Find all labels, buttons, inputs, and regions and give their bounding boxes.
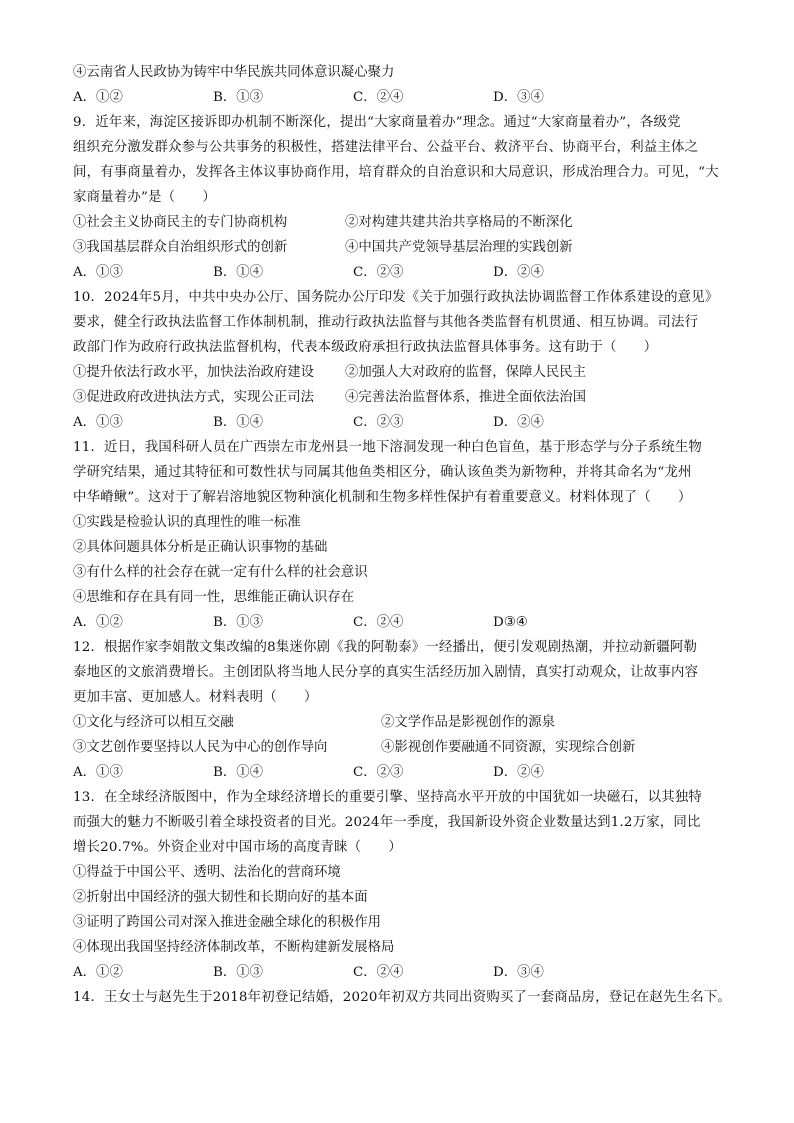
statement: ①社会主义协商民主的专门协商机构 bbox=[73, 215, 288, 230]
q13-statement-1: ①得益于中国公平、透明、法治化的营商环境 bbox=[73, 865, 341, 880]
q12-stem-line: 12．根据作家李娟散文集改编的8集迷你剧《我的阿勒泰》一经播出，便引发观剧热潮，并拉动新疆阿勒 bbox=[73, 640, 698, 655]
choice-d[interactable]: D．②④ bbox=[493, 415, 544, 430]
q11-stem-line: 学研究结果，通过其特征和可数性状与同属其他鱼类相区分，确认该鱼类为新物种，并将其命名为“龙州 bbox=[73, 465, 692, 480]
statement: ③文艺创作要坚持以人民为中心的创作导向 bbox=[73, 740, 328, 755]
q12-statements-row bbox=[73, 735, 733, 760]
choice-b[interactable]: B．①④ bbox=[213, 415, 264, 430]
exam-page bbox=[73, 60, 733, 1010]
q11-stem-line: 11．近日，我国科研人员在广西崇左市龙州县一地下溶洞发现一种白色盲鱼，基于形态学与分子系统生物 bbox=[73, 440, 703, 455]
q9-statements-row bbox=[73, 235, 733, 260]
q13-statement-2: ②折射出中国经济的强大韧性和长期向好的基本面 bbox=[73, 890, 368, 905]
statement: ①文化与经济可以相互交融 bbox=[73, 715, 234, 730]
q12-stem-line: 更加丰富、更加感人。材料表明（ ） bbox=[73, 690, 318, 705]
choice-b[interactable]: B．①③ bbox=[213, 615, 264, 630]
q10-stem-line: 10．2024年5月，中共中央办公厅、国务院办公厅印发《关于加强行政执法协调监督工作体系建设的意见》 bbox=[73, 290, 719, 305]
choice-a[interactable]: A．①③ bbox=[73, 415, 123, 430]
q11-choices bbox=[73, 610, 733, 635]
choice-a[interactable]: A．①③ bbox=[73, 765, 123, 780]
statement: ④影视创作要融通不同资源，实现综合创新 bbox=[381, 740, 636, 755]
choice-d[interactable]: D．②④ bbox=[493, 765, 544, 780]
statement: ①提升依法行政水平，加快法治政府建设 bbox=[73, 365, 315, 380]
q13-stem-line: 增长20.7%。外资企业对中国市场的高度青睐（ ） bbox=[73, 840, 402, 855]
q11-statement-4: ④思维和存在具有同一性，思维能正确认识存在 bbox=[73, 590, 355, 605]
q13-choices bbox=[73, 960, 733, 985]
q10-stem-line: 要求，健全行政执法监督工作体制机制，推动行政执法监督与其他各类监督有机贯通、相互协调。司法行 bbox=[73, 315, 699, 330]
choice-b[interactable]: B．①④ bbox=[213, 265, 264, 280]
q9-stem-line: 间，有事商量着办，发挥各主体议事协商作用，培育群众的自治意识和大局意识，形成治理合力。可见，“大 bbox=[73, 165, 719, 180]
statement: ③我国基层群众自治组织形式的创新 bbox=[73, 240, 288, 255]
q10-statements-row bbox=[73, 385, 733, 410]
q8-choices bbox=[73, 85, 733, 110]
q10-choices bbox=[73, 410, 733, 435]
choice-b[interactable]: B．①③ bbox=[213, 965, 264, 980]
choice-a[interactable]: A．①② bbox=[73, 615, 123, 630]
q13-stem-line: 而强大的魅力不断吸引着全球投资者的目光。2024年一季度，我国新设外资企业数量达到1.2万家，同比 bbox=[73, 815, 701, 830]
q8-statement-4: ④云南省人民政协为铸牢中华民族共同体意识凝心聚力 bbox=[73, 65, 395, 80]
choice-c[interactable]: C．②④ bbox=[353, 965, 404, 980]
q9-stem-line: 家商量着办”是（ ） bbox=[73, 190, 216, 205]
q11-stem-line: 中华嵴鳅”。这对于了解岩溶地貌区物种演化机制和生物多样性保护有着重要意义。材料体现了（ ） bbox=[73, 490, 692, 505]
choice-d[interactable]: D．②④ bbox=[493, 265, 544, 280]
q13-statement-3: ③证明了跨国公司对深入推进金融全球化的积极作用 bbox=[73, 915, 381, 930]
choice-d[interactable]: D③④ bbox=[493, 615, 528, 630]
choice-a[interactable]: A．①③ bbox=[73, 265, 123, 280]
choice-c[interactable]: C．②③ bbox=[353, 765, 404, 780]
choice-c[interactable]: C．②④ bbox=[353, 615, 404, 630]
choice-d[interactable]: D．③④ bbox=[493, 965, 544, 980]
choice-a[interactable]: A．①② bbox=[73, 965, 123, 980]
q11-statement-2: ②具体问题具体分析是正确认识事物的基础 bbox=[73, 540, 328, 555]
q14-stem-line: 14．王女士与赵先生于2018年初登记结婚，2020年初双方共同出资购买了一套商品房，登记在赵先生名下。 bbox=[73, 990, 731, 1005]
statement: ②文学作品是影视创作的源泉 bbox=[381, 715, 556, 730]
statement: ④中国共产党领导基层治理的实践创新 bbox=[345, 240, 573, 255]
choice-c[interactable]: C．②④ bbox=[353, 90, 404, 105]
statement: ④完善法治监督体系，推进全面依法治国 bbox=[345, 390, 587, 405]
q11-statement-1: ①实践是检验认识的真理性的唯一标准 bbox=[73, 515, 301, 530]
statement: ②对构建共建共治共享格局的不断深化 bbox=[345, 215, 573, 230]
q11-statement-3: ③有什么样的社会存在就一定有什么样的社会意识 bbox=[73, 565, 368, 580]
q12-choices bbox=[73, 760, 733, 785]
q13-statement-4: ④体现出我国坚持经济体制改革，不断构建新发展格局 bbox=[73, 940, 395, 955]
q12-statements-row bbox=[73, 710, 733, 735]
statement: ③促进政府改进执法方式，实现公正司法 bbox=[73, 390, 315, 405]
q12-stem-line: 泰地区的文旅消费增长。主创团队将当地人民分享的真实生活经历加入剧情，真实打动观众，让故事内容 bbox=[73, 665, 699, 680]
q13-stem-line: 13．在全球经济版图中，作为全球经济增长的重要引擎、坚持高水平开放的中国犹如一块磁石，以其独特 bbox=[73, 790, 703, 805]
choice-b[interactable]: B．①③ bbox=[213, 90, 264, 105]
q10-stem-line: 政部门作为政府行政执法监督机构，代表本级政府承担行政执法监督具体事务。这有助于（ ） bbox=[73, 340, 658, 355]
q9-stem-line: 组织充分激发群众参与公共事务的积极性，搭建法律平台、公益平台、救济平台、协商平台，利益主体之 bbox=[73, 140, 699, 155]
q9-statements-row bbox=[73, 210, 733, 235]
choice-c[interactable]: C．②③ bbox=[353, 265, 404, 280]
choice-b[interactable]: B．①④ bbox=[213, 765, 264, 780]
q10-statements-row bbox=[73, 360, 733, 385]
q9-stem-line: 9．近年来，海淀区接诉即办机制不断深化，提出“大家商量着办”理念。通过“大家商量着办”，各级党 bbox=[73, 115, 681, 130]
statement: ②加强人大对政府的监督，保障人民民主 bbox=[345, 365, 587, 380]
choice-a[interactable]: A．①② bbox=[73, 90, 123, 105]
choice-d[interactable]: D．③④ bbox=[493, 90, 544, 105]
q9-choices bbox=[73, 260, 733, 285]
choice-c[interactable]: C．②③ bbox=[353, 415, 404, 430]
